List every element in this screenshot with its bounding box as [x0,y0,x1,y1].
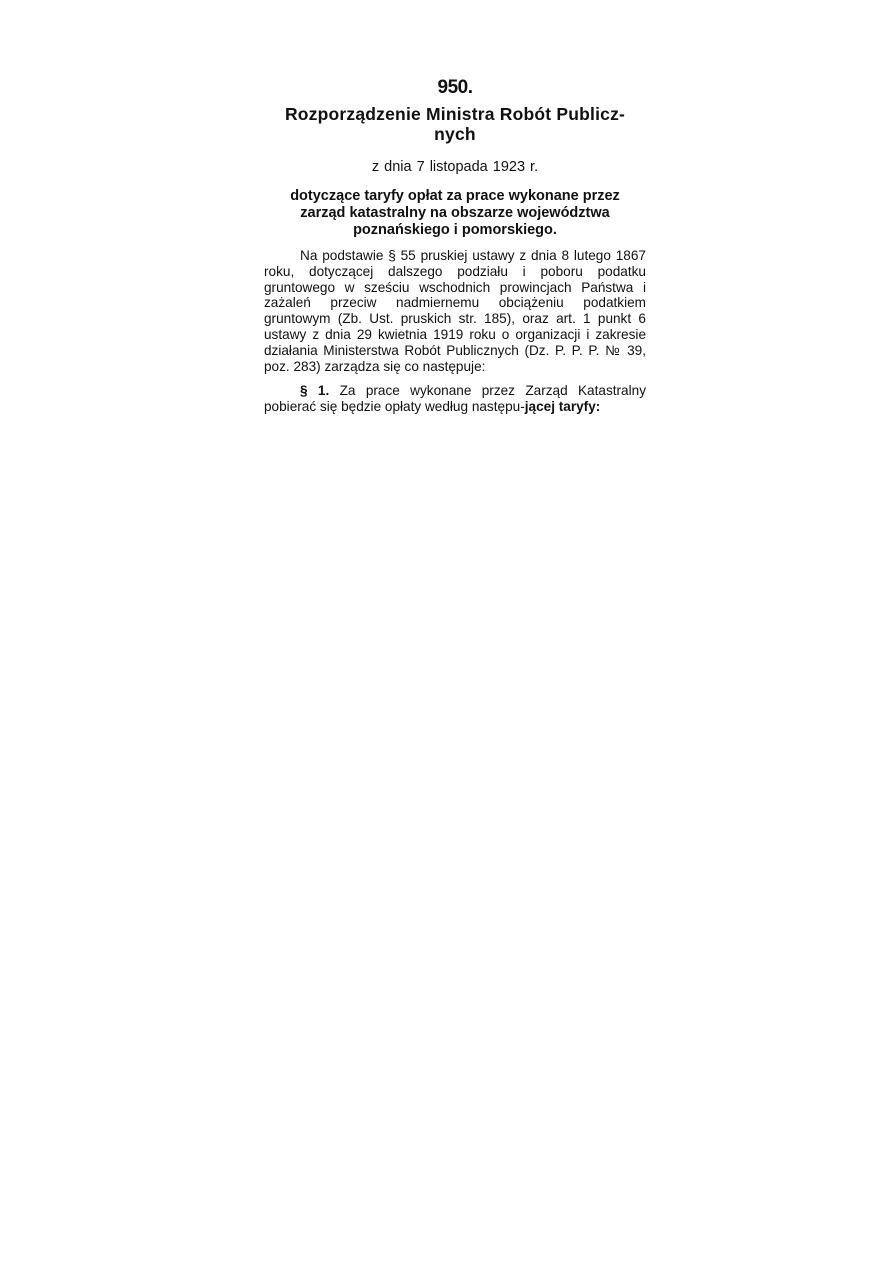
document-date: z dnia 7 listopada 1923 r. [371,159,539,175]
document-title [264,104,646,144]
document-number: 950. [437,77,473,98]
section-1-paragraph: § 1. Za prace wykonane przez Zarząd Katastralny pobierać się będzie opłaty według następu-jącej taryfy: [264,383,646,415]
section-1-tail: jącej taryfy: [524,399,601,415]
text-column [264,76,646,424]
preamble-paragraph: Na podstawie § 55 pruskiej ustawy z dnia 8 lutego 1867 roku, dotyczącej dalszego podziału i poboru podatku gruntowego w sześciu wschodnich prowincjach Państwa i zażaleń przeciw nadmiernemu obciążeniu podatkiem gruntowym (Zb. Ust. pruskich str. 185), oraz art. 1 punkt 6 ustawy z dnia 29 kwietnia 1919 roku o organizacji i zakresie działania Ministerstwa Robót Publicznych (Dz. P. P. P. № 39, poz. 283) zarządza się co następuje: [264,248,646,374]
subject-line-3: poznańskiego i pomorskiego. [353,222,557,238]
section-1-text: Za prace wykonane przez Zarząd Katastralny pobierać się będzie opłaty według następu [264,383,646,415]
subject-line-1: dotyczące taryfy opłat za prace wykonane przez [290,188,620,204]
title-line-1: Rozporządzenie Ministra Robót Publicz- [284,104,626,124]
subject-line-2: zarząd katastralny na obszarze województwa [300,205,610,221]
document-subject [264,188,646,239]
section-1-label: § 1. [300,383,330,399]
title-line-2: nych [434,124,476,144]
